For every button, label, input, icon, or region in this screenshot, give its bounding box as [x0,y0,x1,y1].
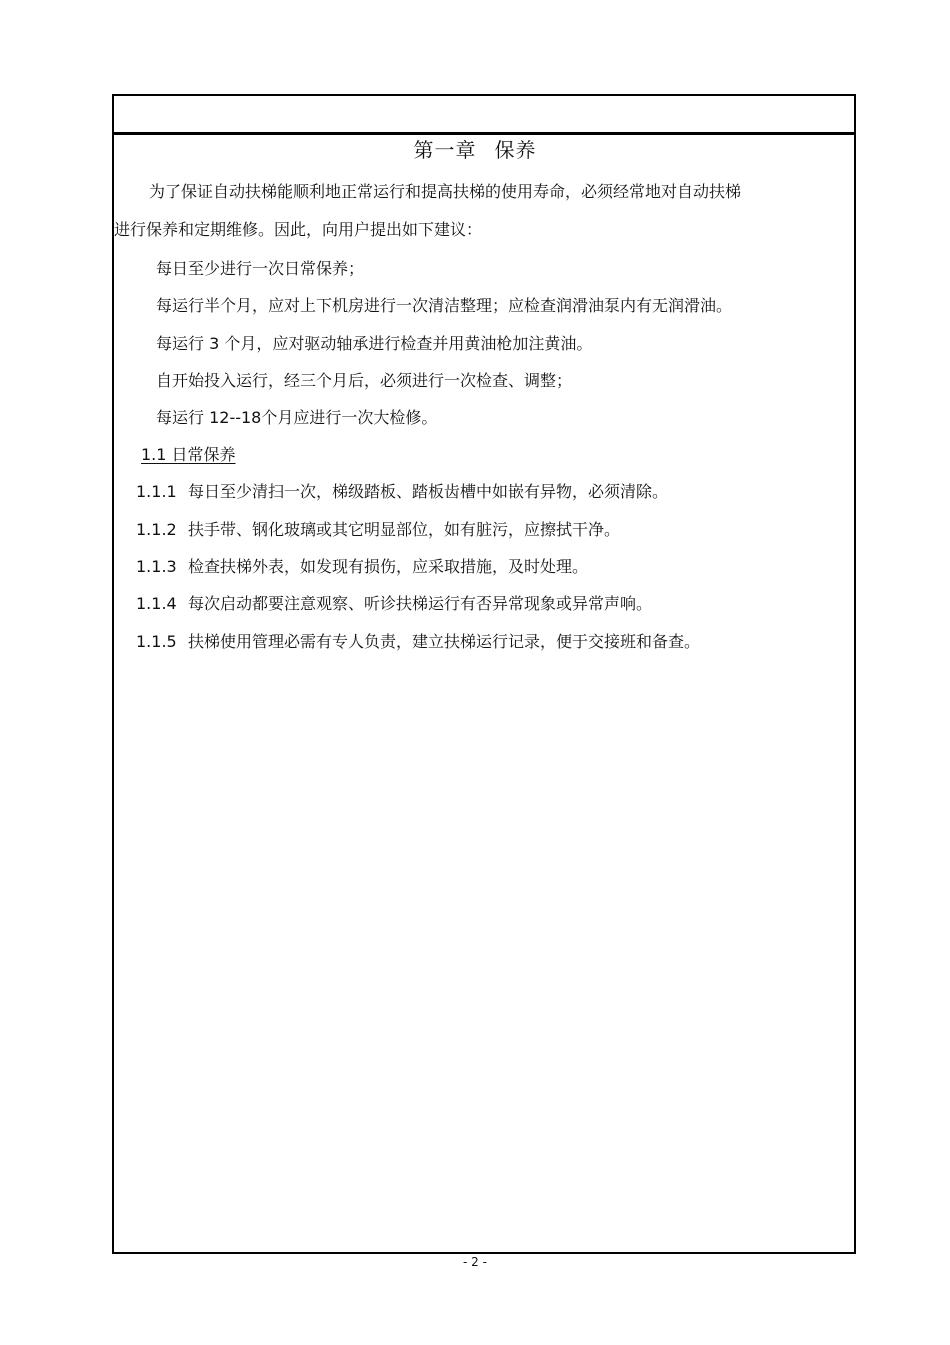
item-text: 每日至少清扫一次，梯级踏板、踏板齿槽中如嵌有异物，必须清除。 [188,482,669,501]
list-item [136,594,652,614]
chapter-name: 保养 [494,138,537,162]
list-item [136,557,588,577]
item-number: 1.1.3 [136,557,177,576]
rule-three-months: 每运行 3 个月，应对驱动轴承进行检查并用黄油枪加注黄油。 [156,334,593,353]
page-number: - 2 - [463,1255,487,1269]
list-item [136,520,620,540]
chapter-number: 第一章 [413,138,477,162]
rule-daily: 每日至少进行一次日常保养； [156,259,365,278]
intro-paragraph-line-1: 为了保证自动扶梯能顺利地正常运行和提高扶梯的使用寿命，必须经常地对自动扶梯 [149,182,742,201]
section-heading: 1.1 日常保养 [141,445,236,464]
item-text: 每次启动都要注意观察、听诊扶梯运行有否异常现象或异常声响。 [188,594,653,613]
item-number: 1.1.1 [136,482,177,501]
header-bar [114,96,854,135]
rule-major-overhaul: 每运行 12--18个月应进行一次大检修。 [156,408,438,427]
item-number: 1.1.2 [136,520,177,539]
item-number: 1.1.4 [136,594,177,613]
item-text: 检查扶梯外表，如发现有损伤，应采取措施，及时处理。 [188,557,589,576]
rule-half-month: 每运行半个月，应对上下机房进行一次清洁整理；应检查润滑油泵内有无润滑油。 [156,296,733,315]
item-number: 1.1.5 [136,632,177,651]
intro-paragraph-line-2: 进行保养和定期维修。因此，向用户提出如下建议： [114,220,483,239]
item-text: 扶手带、钢化玻璃或其它明显部位，如有脏污，应擦拭干净。 [188,520,621,539]
list-item [136,632,700,652]
rule-initial-check: 自开始投入运行，经三个月后，必须进行一次检查、调整； [156,371,573,390]
chapter-title [0,134,950,163]
item-text: 扶梯使用管理必需有专人负责，建立扶梯运行记录，便于交接班和备查。 [188,632,701,651]
list-item [136,482,668,502]
